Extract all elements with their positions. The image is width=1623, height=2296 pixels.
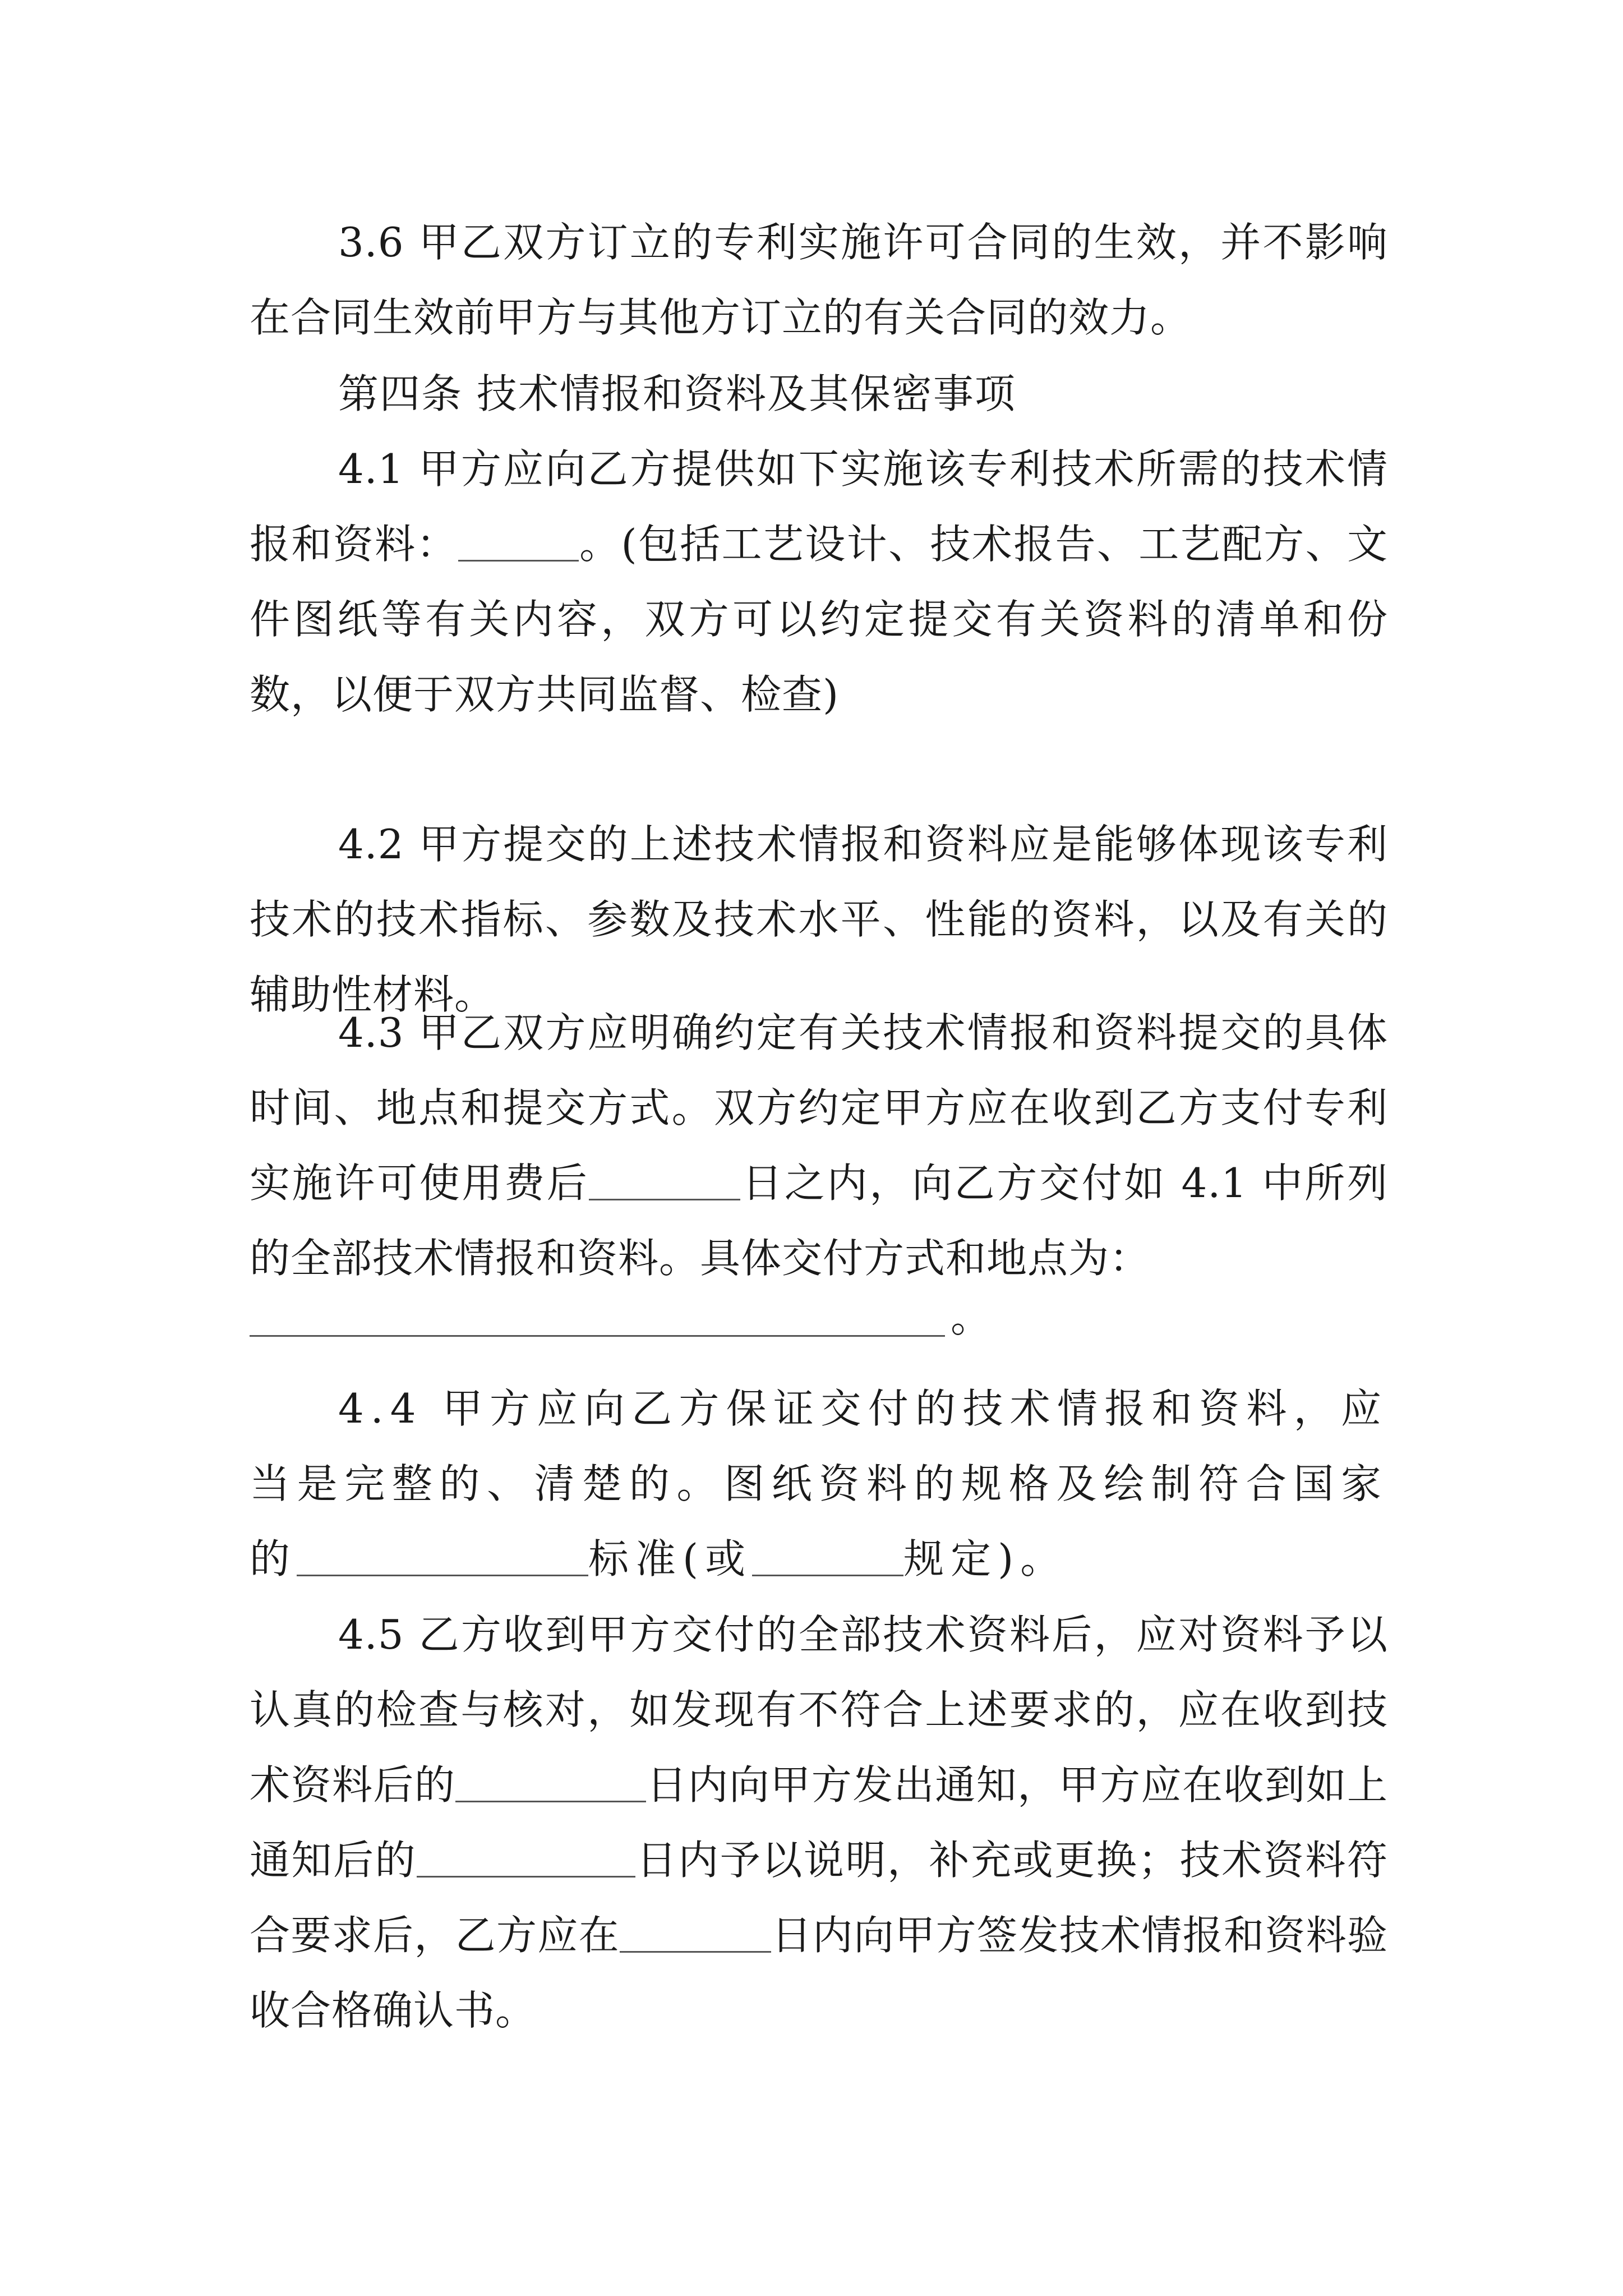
fill-blank-national-standard[interactable] — [297, 1541, 588, 1576]
clause-4-1 — [250, 431, 1388, 732]
clause-4-3 — [250, 995, 1388, 1296]
clause-4-3-middle: 日之内，向乙方交付如 4.1 中所列的全部技术情报和资料。具体交付方式和地点为： — [250, 1159, 1388, 1282]
clause-4-3-before: 4.3 甲乙双方应明确约定有关技术情报和资料提交的具体时间、地点和提交方式。双方约定甲方应在收到乙方支付专利实施许可使用费后 — [250, 1009, 1388, 1207]
clause-3-6 — [250, 205, 1388, 355]
article-4-heading — [250, 356, 1388, 431]
fill-blank-regulation[interactable] — [752, 1541, 903, 1576]
clause-4-4-middle: 标准(或 — [588, 1535, 753, 1582]
clause-4-5 — [250, 1597, 1388, 2048]
clause-4-5-part3: 日内予以说明，补充或更换；技术资料符合要求后，乙方应在 — [250, 1837, 1388, 1959]
clause-4-5-part1: 4.5 乙方收到甲方交付的全部技术资料后，应对资料予以认真的检查与核对，如发现有不符合上述要求的，应在收到技术资料后的 — [250, 1611, 1388, 1809]
clause-3-6-text: 3.6 甲乙双方订立的专利实施许可合同的生效，并不影响在合同生效前甲方与其他方订立的有关合同的效力。 — [250, 219, 1388, 341]
clause-4-5-part4: 日内向甲方签发技术情报和资料验收合格确认书。 — [250, 1912, 1388, 2034]
clause-4-5-part2: 日内向甲方发出通知，甲方应在收到如上通知后的 — [250, 1761, 1388, 1884]
fill-blank-confirmation-days[interactable] — [620, 1917, 771, 1953]
fill-blank-days-delivery[interactable] — [589, 1165, 740, 1200]
clause-4-4 — [250, 1371, 1388, 1596]
clause-4-1-after: 。(包括工艺设计、技术报告、工艺配方、文件图纸等有关内容，双方可以约定提交有关资料的清单和份数，以便于双方共同监督、检查) — [250, 521, 1388, 718]
fill-blank-response-days[interactable] — [417, 1842, 635, 1878]
clause-4-2-text: 4.2 甲方提交的上述技术情报和资料应是能够体现该专利技术的技术指标、参数及技术水平、性能的资料，以及有关的辅助性材料。 — [250, 821, 1388, 1018]
clause-4-4-after: 规定)。 — [903, 1535, 1068, 1582]
clause-4-4-before: 4.4 甲方应向乙方保证交付的技术情报和资料，应当是完整的、清楚的。图纸资料的规格及绘制符合国家的 — [250, 1385, 1388, 1582]
clause-4-1-before: 4.1 甲方应向乙方提供如下实施该专利技术所需的技术情报和资料： — [250, 445, 1388, 568]
article-4-heading-text: 第四条 技术情报和资料及其保密事项 — [338, 370, 1016, 417]
fill-blank-materials[interactable] — [458, 526, 579, 562]
clause-4-3-end: 。 — [951, 1294, 992, 1341]
fill-blank-notice-days[interactable] — [455, 1767, 646, 1802]
fill-blank-delivery-method[interactable] — [250, 1335, 945, 1337]
